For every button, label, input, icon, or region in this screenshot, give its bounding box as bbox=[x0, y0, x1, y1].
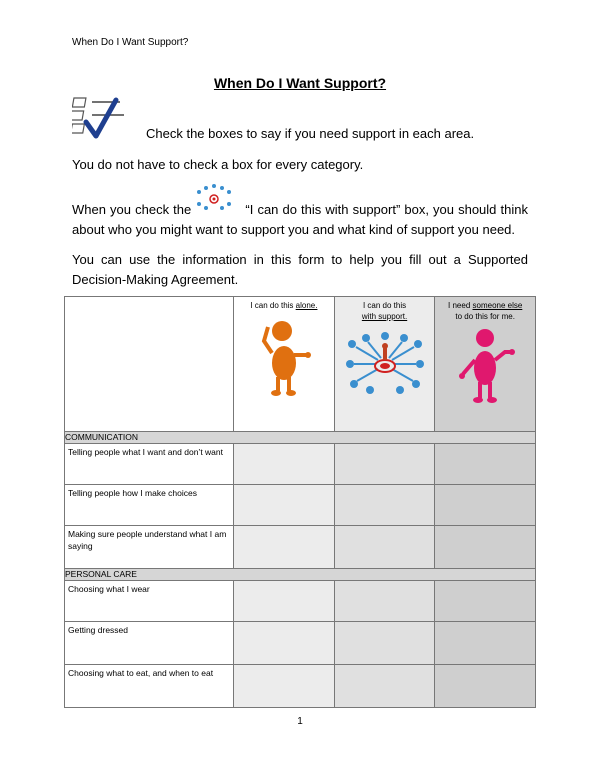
checkbox-alone[interactable] bbox=[234, 444, 335, 485]
support-table bbox=[64, 296, 536, 708]
section-row bbox=[65, 432, 536, 444]
checkbox-with-support[interactable] bbox=[334, 444, 435, 485]
para1-start: When you check the bbox=[72, 202, 192, 217]
table-row bbox=[65, 622, 536, 665]
checkbox-with-support[interactable] bbox=[334, 622, 435, 665]
instruction-paragraph-1 bbox=[72, 200, 528, 240]
page-number: 1 bbox=[297, 716, 303, 727]
section-communication: COMMUNICATION bbox=[65, 432, 536, 444]
instruction-paragraph-2: You can use the information in this form to help you fill out a Supported Decision-Making Agreement. bbox=[72, 252, 528, 287]
support-network-icon-small bbox=[194, 184, 234, 212]
checkbox-alone[interactable] bbox=[234, 622, 335, 665]
header-blank-cell bbox=[65, 297, 234, 432]
row-label: Telling people how I make choices bbox=[65, 485, 234, 526]
person-someone-else-icon bbox=[455, 326, 515, 406]
checkbox-alone[interactable] bbox=[234, 665, 335, 708]
table-row bbox=[65, 665, 536, 708]
table-row bbox=[65, 444, 536, 485]
instruction-line-2: You do not have to check a box for every category. bbox=[72, 157, 364, 172]
checkbox-someone-else[interactable] bbox=[435, 622, 536, 665]
section-personal-care: PERSONAL CARE bbox=[65, 569, 536, 581]
table-row bbox=[65, 485, 536, 526]
row-label: Getting dressed bbox=[65, 622, 234, 665]
table-row bbox=[65, 526, 536, 569]
table-header-row bbox=[65, 297, 536, 432]
person-alone-icon bbox=[254, 317, 314, 397]
checkbox-someone-else[interactable] bbox=[435, 665, 536, 708]
instruction-line-1: Check the boxes to say if you need support in each area. bbox=[146, 126, 475, 141]
row-label: Choosing what to eat, and when to eat bbox=[65, 665, 234, 708]
header-with-support: I can do this with support. bbox=[334, 297, 435, 432]
checkbox-someone-else[interactable] bbox=[435, 444, 536, 485]
row-label: Making sure people understand what I am saying bbox=[65, 526, 234, 569]
checkbox-alone[interactable] bbox=[234, 485, 335, 526]
checkbox-with-support[interactable] bbox=[334, 665, 435, 708]
header-someone-else: I need someone else to do this for me. bbox=[435, 297, 536, 432]
para1-rest: “I can do this with support” box, you should think about who you might want to support you and what kind of support you need. bbox=[72, 202, 528, 237]
checkbox-someone-else[interactable] bbox=[435, 581, 536, 622]
checkbox-someone-else[interactable] bbox=[435, 526, 536, 569]
checkbox-with-support[interactable] bbox=[334, 485, 435, 526]
checkbox-alone[interactable] bbox=[234, 526, 335, 569]
running-header: When Do I Want Support? bbox=[72, 37, 189, 48]
page-title: When Do I Want Support? bbox=[213, 75, 387, 91]
checkbox-someone-else[interactable] bbox=[435, 485, 536, 526]
checkbox-with-support[interactable] bbox=[334, 526, 435, 569]
table-row bbox=[65, 581, 536, 622]
header-alone: I can do this alone. bbox=[234, 297, 335, 432]
row-label: Choosing what I wear bbox=[65, 581, 234, 622]
section-row bbox=[65, 569, 536, 581]
checklist-icon bbox=[72, 92, 130, 140]
support-network-icon bbox=[342, 330, 428, 398]
checkbox-alone[interactable] bbox=[234, 581, 335, 622]
checkbox-with-support[interactable] bbox=[334, 581, 435, 622]
row-label: Telling people what I want and don’t want bbox=[65, 444, 234, 485]
